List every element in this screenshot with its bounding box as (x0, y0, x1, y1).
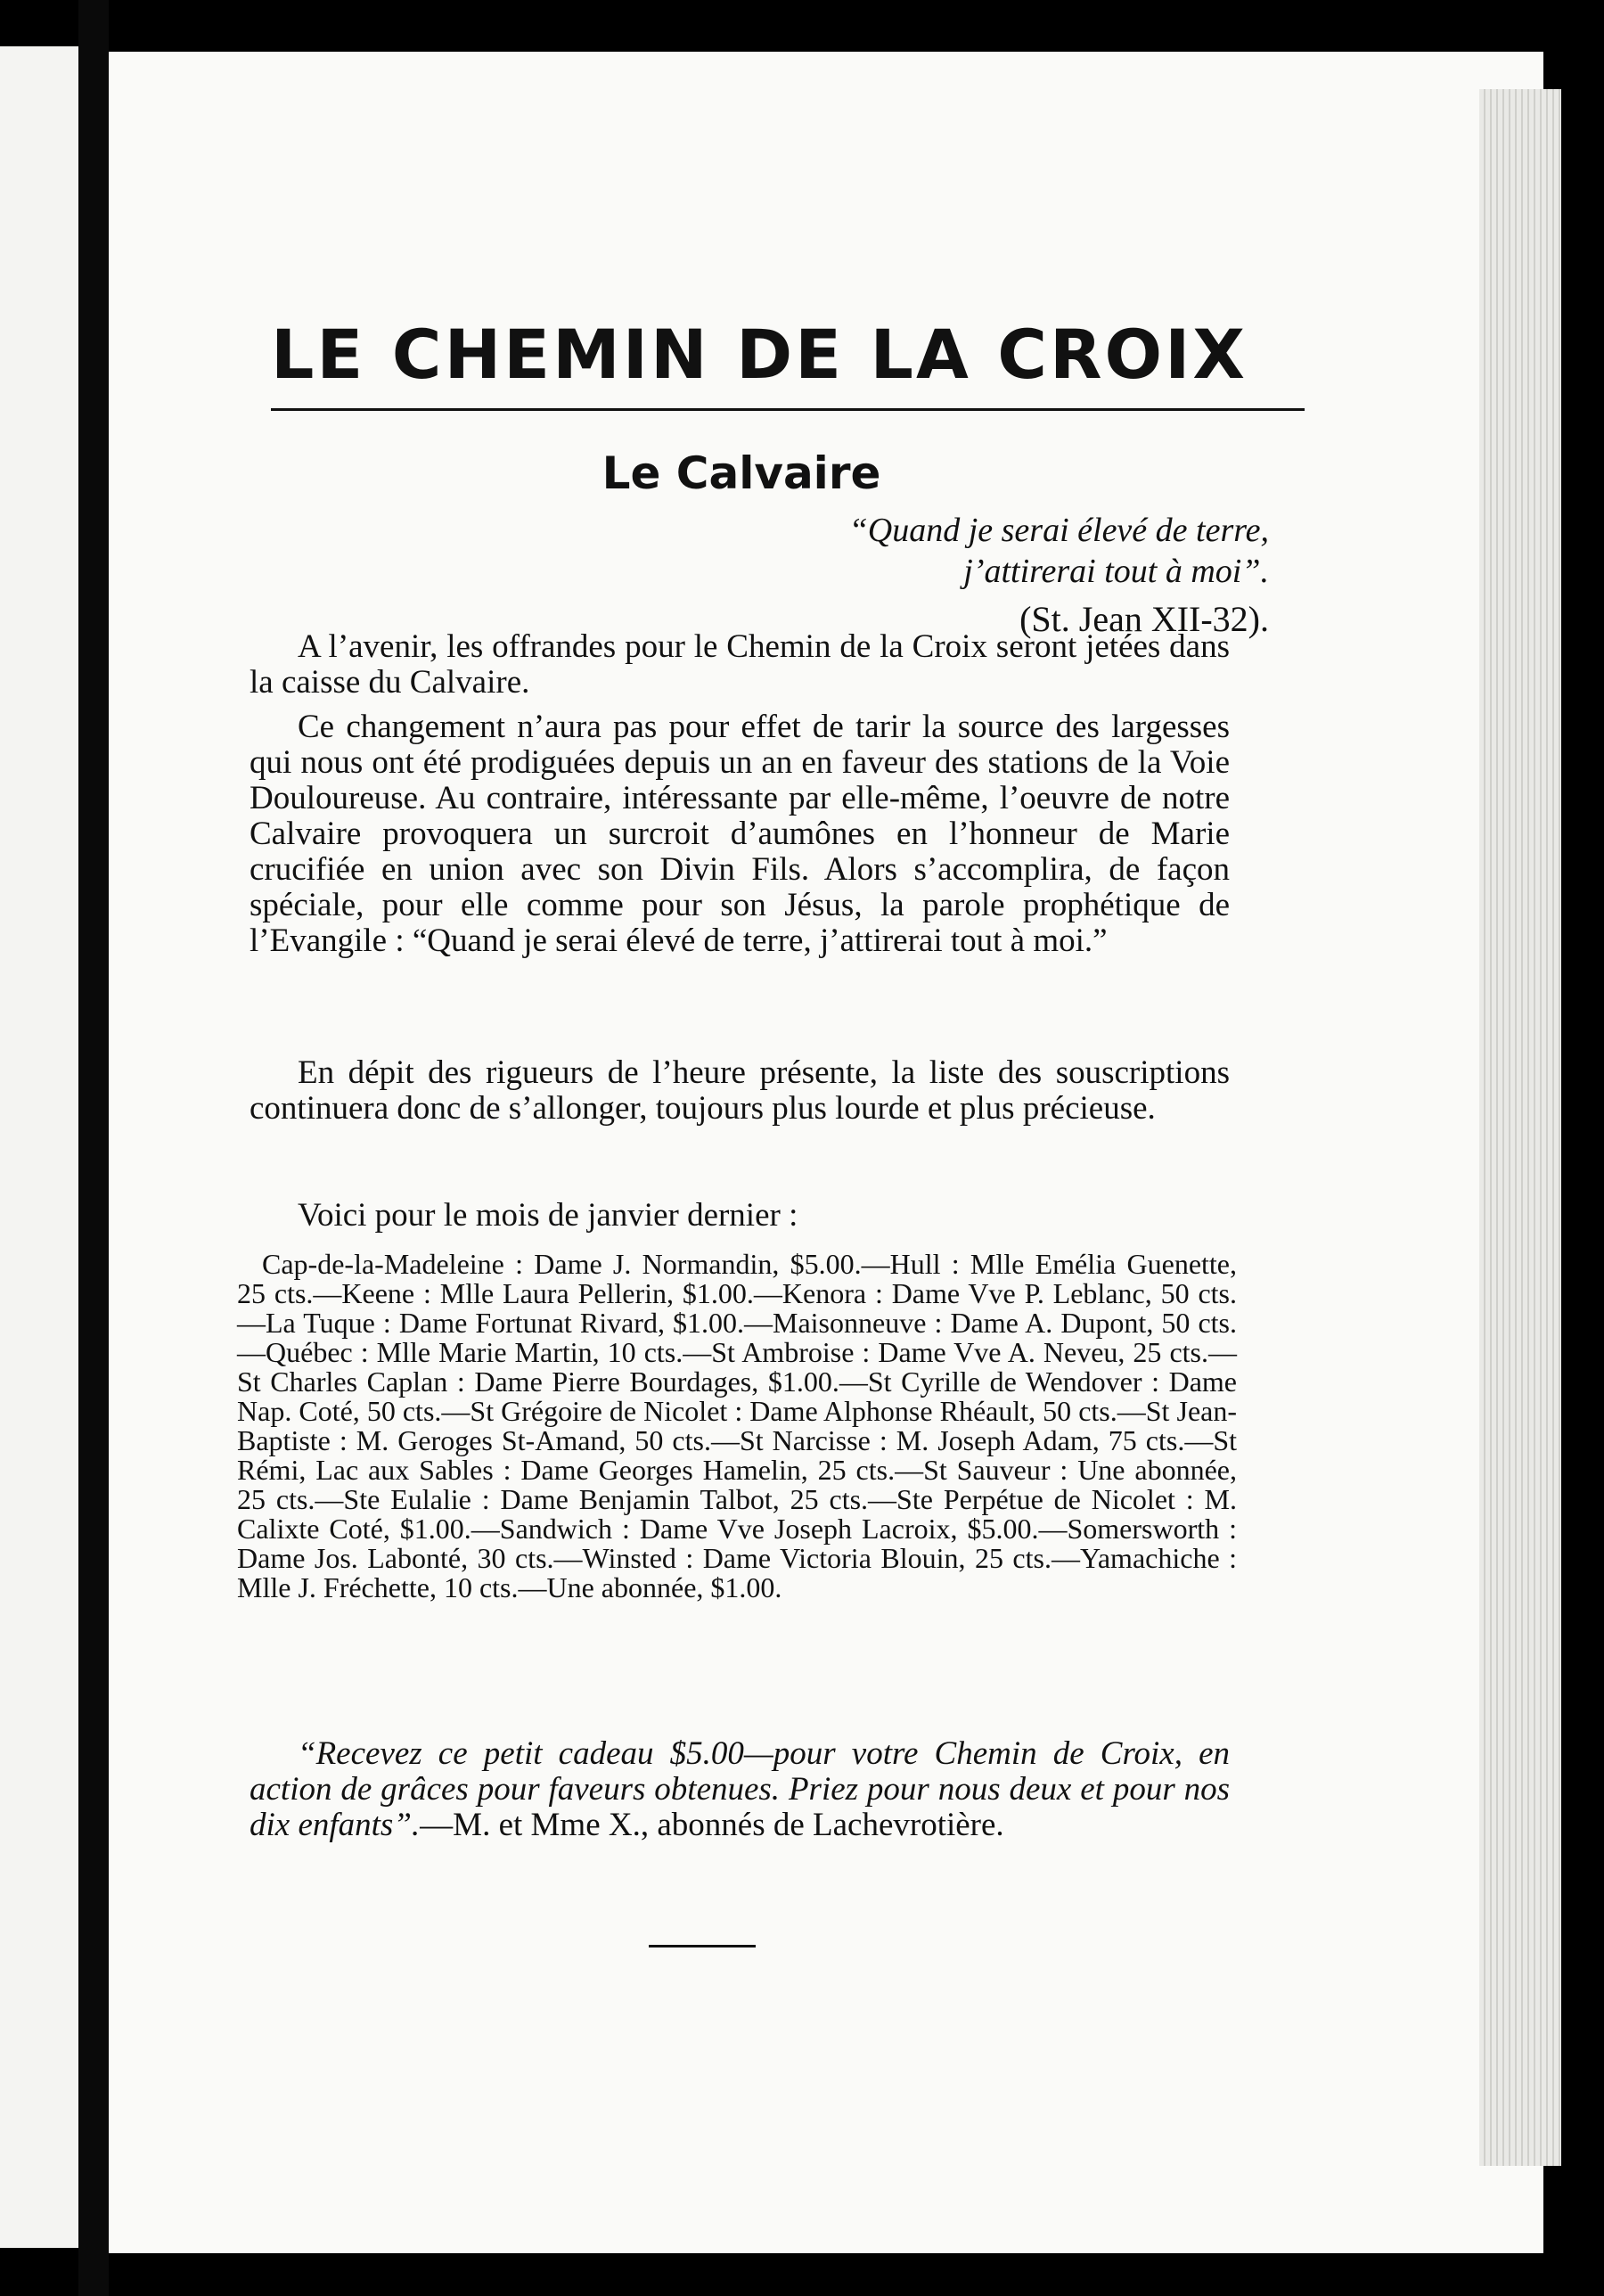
book-gutter (78, 0, 109, 2296)
epigraph (645, 510, 1269, 640)
closing-quote-text: “Recevez ce petit cadeau $5.00—pour votre Chemin de Croix, en action de grâces pour faveurs obtenues. Priez pour nous deux et pour nos dix enfants”. (250, 1735, 1230, 1843)
closing-attribution: —M. et Mme X., abonnés de Lachevrotière. (420, 1807, 1004, 1843)
donations-list: Cap-de-la-Madeleine : Dame J. Normandin, $5.00.—Hull : Mlle Emélia Guenette, 25 cts.—Keene : Mlle Laura Pellerin, $1.00.—Kenora : Dame Vve P. Leblanc, 50 cts.—La Tuque : Dame Fortunat Rivard, $1.00.—Maisonneuve : Dame A. Dupont, 50 cts.—Québec : Mlle Marie Martin, 10 cts.—St Ambroise : Dame Vve A. Neveu, 25 cts.—St Charles Caplan : Dame Pierre Bourdages, $1.00.—St Cyrille de Wendover : Dame Nap. Coté, 50 cts.—St Grégoire de Nicolet : Dame Alphonse Rhéault, 50 cts.—St Jean-Baptiste : M. Geroges St-Amand, 50 cts.—St Narcisse : M. Joseph Adam, 75 cts.—St Rémi, Lac aux Sables : Dame Georges Hamelin, 25 cts.—St Sauveur : Une abonnée, 25 cts.—Ste Eulalie : Dame Benjamin Talbot, 25 cts.—Ste Perpétue de Nicolet : M. Calixte Coté, $1.00.—Sandwich : Dame Vve Joseph Lacroix, $5.00.—Somersworth : Dame Jos. Labonté, 30 cts.—Winsted : Dame Victoria Blouin, 25 cts.—Yamachiche : Mlle J. Fréchette, 10 cts.—Une abonnée, $1.00. (237, 1248, 1237, 1603)
end-rule (649, 1945, 756, 1948)
epigraph-line-2: j’attirerai tout à moi”. (963, 553, 1269, 590)
closing-quote (250, 1736, 1230, 1843)
epigraph-reference: (St. Jean XII-32). (1019, 599, 1269, 639)
paragraph-1: A l’avenir, les offrandes pour le Chemin de la Croix seront jetées dans la caisse du Calvaire. (250, 628, 1230, 701)
page-title: LE CHEMIN DE LA CROIX (271, 321, 1305, 411)
paragraph-3: En dépit des rigueurs de l’heure présente, la liste des souscriptions continuera donc de s’allonger, toujours plus lourde et plus précieuse. (250, 1054, 1230, 1127)
section-subtitle: Le Calvaire (602, 447, 881, 499)
paragraph-4: Voici pour le mois de janvier dernier : (298, 1197, 798, 1234)
paragraph-2: Ce changement n’aura pas pour effet de tarir la source des largesses qui nous ont été prodiguées depuis un an en faveur des stations de la Voie Douloureuse. Au contraire, intéressante par elle-même, l’oeuvre de notre Calvaire provoquera un surcroit d’aumônes en l’honneur de Marie crucifiée en union avec son Divin Fils. Alors s’accomplira, de façon spéciale, pour elle comme pour son Jésus, la parole prophétique de l’Evangile : “Quand je serai élevé de terre, j’attirerai tout à moi.” (250, 709, 1230, 959)
epigraph-line-1: “Quand je serai élevé de terre, (848, 512, 1269, 549)
page-edges (1479, 89, 1561, 2166)
left-page-edge (0, 46, 78, 2248)
page-content (225, 0, 1269, 2296)
